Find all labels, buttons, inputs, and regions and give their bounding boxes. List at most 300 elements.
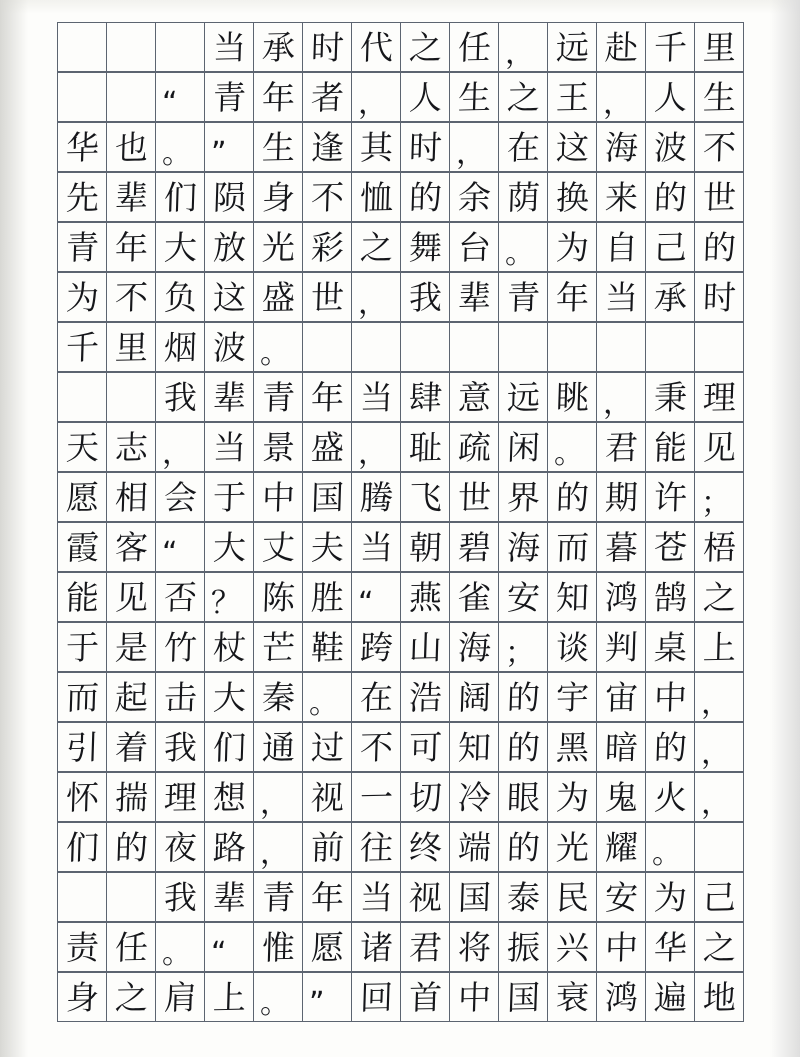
grid-cell: 当 (351, 522, 401, 572)
grid-cell: 谈 (547, 622, 597, 672)
grid-cell (596, 322, 646, 372)
grid-cell: 能 (57, 572, 107, 622)
grid-cell: 芒 (253, 622, 303, 672)
grid-cell: 不 (694, 122, 744, 172)
grid-cell (57, 22, 107, 72)
grid-cell: 千 (57, 322, 107, 372)
grid-row (57, 772, 757, 822)
grid-cell: 是 (106, 622, 156, 672)
grid-cell: 年 (106, 222, 156, 272)
grid-cell: 飞 (400, 472, 450, 522)
grid-cell: 界 (498, 472, 548, 522)
grid-cell: 暮 (596, 522, 646, 572)
grid-cell: ， (351, 272, 401, 322)
grid-cell: 鞋 (302, 622, 352, 672)
grid-cell: 国 (449, 872, 499, 922)
grid-cell: 肩 (155, 972, 205, 1022)
grid-cell (302, 322, 352, 372)
grid-cell: 兴 (547, 922, 597, 972)
grid-cell: 人 (400, 72, 450, 122)
grid-cell: 大 (204, 522, 254, 572)
grid-cell: 当 (596, 272, 646, 322)
grid-cell: 时 (694, 272, 744, 322)
grid-cell: 中 (645, 672, 695, 722)
grid-row (57, 522, 757, 572)
grid-cell: 我 (155, 722, 205, 772)
grid-row (57, 72, 757, 122)
grid-cell (351, 322, 401, 372)
grid-cell: 辈 (204, 872, 254, 922)
grid-cell: 视 (400, 872, 450, 922)
grid-cell: 起 (106, 672, 156, 722)
grid-cell: 。 (645, 822, 695, 872)
grid-cell: 的 (645, 172, 695, 222)
grid-cell: ， (596, 72, 646, 122)
grid-cell: 当 (351, 872, 401, 922)
grid-cell: 地 (694, 972, 744, 1022)
grid-cell: 宙 (596, 672, 646, 722)
grid-cell: 不 (106, 272, 156, 322)
grid-cell: 我 (400, 272, 450, 322)
grid-cell: 鸿 (596, 572, 646, 622)
grid-cell: 见 (106, 572, 156, 622)
grid-cell: 青 (253, 872, 303, 922)
grid-cell: 的 (694, 222, 744, 272)
grid-cell (57, 372, 107, 422)
grid-cell: 的 (498, 822, 548, 872)
grid-cell: 。 (253, 972, 303, 1022)
grid-cell: 逢 (302, 122, 352, 172)
grid-cell: 华 (645, 922, 695, 972)
grid-cell: 这 (204, 272, 254, 322)
grid-cell: 来 (596, 172, 646, 222)
grid-cell: 揣 (106, 772, 156, 822)
grid-cell: 疏 (449, 422, 499, 472)
grid-cell: 赴 (596, 22, 646, 72)
grid-cell: 杖 (204, 622, 254, 672)
grid-cell: 海 (449, 622, 499, 672)
grid-cell: 承 (645, 272, 695, 322)
grid-cell: 切 (400, 772, 450, 822)
grid-cell: ， (351, 72, 401, 122)
grid-cell: 过 (302, 722, 352, 772)
grid-row (57, 22, 757, 72)
grid-cell: 的 (106, 822, 156, 872)
grid-cell: 王 (547, 72, 597, 122)
grid-cell: 为 (57, 272, 107, 322)
grid-cell (57, 72, 107, 122)
grid-row (57, 572, 757, 622)
grid-cell: 承 (253, 22, 303, 72)
grid-cell: 闲 (498, 422, 548, 472)
grid-cell: 年 (302, 372, 352, 422)
grid-row (57, 972, 757, 1022)
grid-cell: 之 (106, 972, 156, 1022)
grid-cell: 的 (498, 722, 548, 772)
grid-cell: 之 (400, 22, 450, 72)
grid-row (57, 372, 757, 422)
grid-cell: 山 (400, 622, 450, 672)
grid-cell: ” (204, 122, 254, 172)
grid-cell: 耻 (400, 422, 450, 472)
grid-cell: 燕 (400, 572, 450, 622)
grid-cell: 舞 (400, 222, 450, 272)
grid-cell: 辈 (106, 172, 156, 222)
grid-cell: 余 (449, 172, 499, 222)
grid-cell: 换 (547, 172, 597, 222)
grid-cell: 放 (204, 222, 254, 272)
grid-cell: 。 (302, 672, 352, 722)
grid-cell: 。 (155, 122, 205, 172)
grid-cell: 君 (596, 422, 646, 472)
grid-cell: 青 (57, 222, 107, 272)
grid-cell: 端 (449, 822, 499, 872)
grid-cell: 海 (498, 522, 548, 572)
grid-cell: 为 (645, 872, 695, 922)
grid-row (57, 822, 757, 872)
grid-cell: 国 (302, 472, 352, 522)
grid-cell: 通 (253, 722, 303, 772)
grid-cell: 生 (253, 122, 303, 172)
grid-cell: 世 (694, 172, 744, 222)
grid-row (57, 322, 757, 372)
grid-cell: 判 (596, 622, 646, 672)
grid-row (57, 922, 757, 972)
grid-cell: 秉 (645, 372, 695, 422)
grid-cell: 于 (57, 622, 107, 672)
grid-cell: 时 (400, 122, 450, 172)
grid-cell: 盛 (253, 272, 303, 322)
grid-cell: 衰 (547, 972, 597, 1022)
grid-cell: 景 (253, 422, 303, 472)
grid-cell: 一 (351, 772, 401, 822)
grid-cell: 之 (498, 72, 548, 122)
grid-row (57, 272, 757, 322)
grid-cell: 里 (694, 22, 744, 72)
grid-cell: 眼 (498, 772, 548, 822)
grid-cell: 荫 (498, 172, 548, 222)
grid-cell: 人 (645, 72, 695, 122)
grid-cell: 世 (449, 472, 499, 522)
grid-cell: 而 (547, 522, 597, 572)
grid-cell: 怀 (57, 772, 107, 822)
grid-cell: ” (302, 972, 352, 1022)
paper-right-shadow (770, 0, 800, 1057)
grid-cell: ， (596, 372, 646, 422)
grid-cell: 泰 (498, 872, 548, 922)
grid-cell: 阔 (449, 672, 499, 722)
grid-cell: 的 (547, 472, 597, 522)
grid-cell (106, 72, 156, 122)
grid-cell: ， (694, 672, 744, 722)
grid-cell: 远 (547, 22, 597, 72)
grid-cell: 否 (155, 572, 205, 622)
grid-cell: 中 (253, 472, 303, 522)
grid-cell: 陨 (204, 172, 254, 222)
grid-cell: 击 (155, 672, 205, 722)
grid-cell: 。 (498, 222, 548, 272)
grid-cell: 之 (694, 572, 744, 622)
grid-cell: 辈 (449, 272, 499, 322)
grid-row (57, 672, 757, 722)
grid-cell: 青 (498, 272, 548, 322)
grid-cell: 遍 (645, 972, 695, 1022)
grid-cell: 民 (547, 872, 597, 922)
grid-cell: 光 (547, 822, 597, 872)
grid-cell: 我 (155, 872, 205, 922)
grid-cell (106, 372, 156, 422)
grid-cell: 于 (204, 472, 254, 522)
grid-cell: 千 (645, 22, 695, 72)
grid-cell: 。 (155, 922, 205, 972)
grid-cell: 青 (204, 72, 254, 122)
grid-cell: 中 (449, 972, 499, 1022)
grid-cell: 振 (498, 922, 548, 972)
grid-cell: 朝 (400, 522, 450, 572)
writing-grid (57, 22, 757, 1022)
grid-cell: 理 (694, 372, 744, 422)
grid-cell: ， (253, 822, 303, 872)
grid-cell: 大 (155, 222, 205, 272)
grid-cell: ， (449, 122, 499, 172)
grid-cell: 着 (106, 722, 156, 772)
grid-cell: 丈 (253, 522, 303, 572)
grid-cell: 辈 (204, 372, 254, 422)
grid-cell: 不 (302, 172, 352, 222)
grid-cell: 安 (596, 872, 646, 922)
grid-cell: 们 (204, 722, 254, 772)
grid-cell (547, 322, 597, 372)
grid-cell: “ (204, 922, 254, 972)
grid-cell: 台 (449, 222, 499, 272)
grid-cell: 鬼 (596, 772, 646, 822)
grid-cell: 当 (351, 372, 401, 422)
grid-cell: 上 (204, 972, 254, 1022)
grid-cell: 可 (400, 722, 450, 772)
grid-cell: 跨 (351, 622, 401, 672)
grid-cell: 的 (498, 672, 548, 722)
paper-left-shadow (0, 0, 28, 1057)
grid-cell: 也 (106, 122, 156, 172)
grid-cell (694, 822, 744, 872)
grid-cell: 生 (449, 72, 499, 122)
grid-cell: 不 (351, 722, 401, 772)
grid-cell: 眺 (547, 372, 597, 422)
grid-cell: 在 (498, 122, 548, 172)
grid-cell: 夫 (302, 522, 352, 572)
grid-cell: 任 (449, 22, 499, 72)
grid-cell: 世 (302, 272, 352, 322)
grid-cell: 陈 (253, 572, 303, 622)
grid-cell: 恤 (351, 172, 401, 222)
grid-cell: 宇 (547, 672, 597, 722)
grid-cell (694, 322, 744, 372)
grid-cell: 这 (547, 122, 597, 172)
grid-cell: 惟 (253, 922, 303, 972)
grid-cell: 志 (106, 422, 156, 472)
grid-cell: 引 (57, 722, 107, 772)
grid-cell: 雀 (449, 572, 499, 622)
grid-cell (449, 322, 499, 372)
grid-cell: 将 (449, 922, 499, 972)
grid-cell: 身 (253, 172, 303, 222)
grid-cell: 的 (400, 172, 450, 222)
grid-cell: “ (155, 522, 205, 572)
grid-cell: 碧 (449, 522, 499, 572)
grid-cell: 己 (645, 222, 695, 272)
grid-cell: ， (155, 422, 205, 472)
grid-cell: 自 (596, 222, 646, 272)
grid-cell: 竹 (155, 622, 205, 672)
grid-cell: 相 (106, 472, 156, 522)
grid-cell: 秦 (253, 672, 303, 722)
grid-cell (57, 872, 107, 922)
grid-cell: 火 (645, 772, 695, 822)
grid-cell: ； (694, 472, 744, 522)
grid-cell: 时 (302, 22, 352, 72)
grid-cell: 之 (351, 222, 401, 272)
grid-cell: 者 (302, 72, 352, 122)
grid-cell: 责 (57, 922, 107, 972)
grid-cell: ， (498, 22, 548, 72)
grid-cell: “ (351, 572, 401, 622)
grid-cell: 们 (155, 172, 205, 222)
grid-cell: 暗 (596, 722, 646, 772)
grid-cell: 身 (57, 972, 107, 1022)
grid-cell: 诸 (351, 922, 401, 972)
grid-cell: 波 (204, 322, 254, 372)
grid-cell: 。 (547, 422, 597, 472)
grid-row (57, 422, 757, 472)
grid-cell: 当 (204, 422, 254, 472)
grid-cell: 我 (155, 372, 205, 422)
grid-cell: 年 (302, 872, 352, 922)
grid-cell: 其 (351, 122, 401, 172)
grid-cell: ， (351, 422, 401, 472)
grid-cell: 盛 (302, 422, 352, 472)
grid-cell: 终 (400, 822, 450, 872)
grid-row (57, 172, 757, 222)
grid-cell: 耀 (596, 822, 646, 872)
grid-cell: 中 (596, 922, 646, 972)
grid-cell: ， (694, 722, 744, 772)
grid-cell: 为 (547, 222, 597, 272)
grid-cell: 在 (351, 672, 401, 722)
grid-cell: “ (155, 72, 205, 122)
grid-cell: 会 (155, 472, 205, 522)
grid-cell: 国 (498, 972, 548, 1022)
grid-cell: 想 (204, 772, 254, 822)
grid-cell: 知 (547, 572, 597, 622)
grid-row (57, 622, 757, 672)
grid-cell: 胜 (302, 572, 352, 622)
grid-cell: 愿 (57, 472, 107, 522)
grid-cell (106, 22, 156, 72)
grid-cell: 天 (57, 422, 107, 472)
grid-cell: ， (694, 772, 744, 822)
grid-cell: ， (253, 772, 303, 822)
grid-cell (155, 22, 205, 72)
grid-cell: 之 (694, 922, 744, 972)
grid-cell (400, 322, 450, 372)
grid-cell: ？ (204, 572, 254, 622)
grid-cell (645, 322, 695, 372)
grid-row (57, 122, 757, 172)
grid-cell: 而 (57, 672, 107, 722)
grid-cell: 安 (498, 572, 548, 622)
grid-cell: 浩 (400, 672, 450, 722)
grid-cell: 往 (351, 822, 401, 872)
grid-cell: 为 (547, 772, 597, 822)
grid-cell: 彩 (302, 222, 352, 272)
grid-cell: 前 (302, 822, 352, 872)
grid-cell: 烟 (155, 322, 205, 372)
grid-cell: 负 (155, 272, 205, 322)
grid-cell: 。 (253, 322, 303, 372)
paper-top-edge (0, 0, 800, 14)
grid-cell: 黑 (547, 722, 597, 772)
grid-cell: 当 (204, 22, 254, 72)
grid-cell: 梧 (694, 522, 744, 572)
grid-cell: 愿 (302, 922, 352, 972)
grid-row (57, 872, 757, 922)
grid-cell: 期 (596, 472, 646, 522)
grid-cell: 海 (596, 122, 646, 172)
grid-row (57, 722, 757, 772)
grid-cell: 华 (57, 122, 107, 172)
grid-cell: 鹄 (645, 572, 695, 622)
grid-cell: 光 (253, 222, 303, 272)
grid-cell: 见 (694, 422, 744, 472)
grid-row (57, 222, 757, 272)
grid-cell: 夜 (155, 822, 205, 872)
grid-cell: 鸿 (596, 972, 646, 1022)
grid-cell (106, 872, 156, 922)
grid-cell: 上 (694, 622, 744, 672)
grid-row (57, 472, 757, 522)
grid-cell: 们 (57, 822, 107, 872)
grid-cell: 大 (204, 672, 254, 722)
grid-cell: 路 (204, 822, 254, 872)
grid-cell: 腾 (351, 472, 401, 522)
grid-cell: 冷 (449, 772, 499, 822)
grid-cell: 青 (253, 372, 303, 422)
grid-cell: 远 (498, 372, 548, 422)
grid-cell: 里 (106, 322, 156, 372)
grid-cell: 生 (694, 72, 744, 122)
grid-cell: 回 (351, 972, 401, 1022)
grid-cell: 桌 (645, 622, 695, 672)
grid-cell: 客 (106, 522, 156, 572)
grid-cell: 波 (645, 122, 695, 172)
grid-cell: 视 (302, 772, 352, 822)
grid-cell: 君 (400, 922, 450, 972)
grid-cell: 年 (253, 72, 303, 122)
grid-cell (498, 322, 548, 372)
grid-cell: 年 (547, 272, 597, 322)
grid-cell: 己 (694, 872, 744, 922)
grid-cell: 许 (645, 472, 695, 522)
grid-cell: 能 (645, 422, 695, 472)
grid-cell: 理 (155, 772, 205, 822)
grid-cell: 任 (106, 922, 156, 972)
grid-cell: 首 (400, 972, 450, 1022)
grid-cell: 知 (449, 722, 499, 772)
grid-cell: 先 (57, 172, 107, 222)
grid-cell: 肆 (400, 372, 450, 422)
grid-cell: ； (498, 622, 548, 672)
grid-cell: 代 (351, 22, 401, 72)
